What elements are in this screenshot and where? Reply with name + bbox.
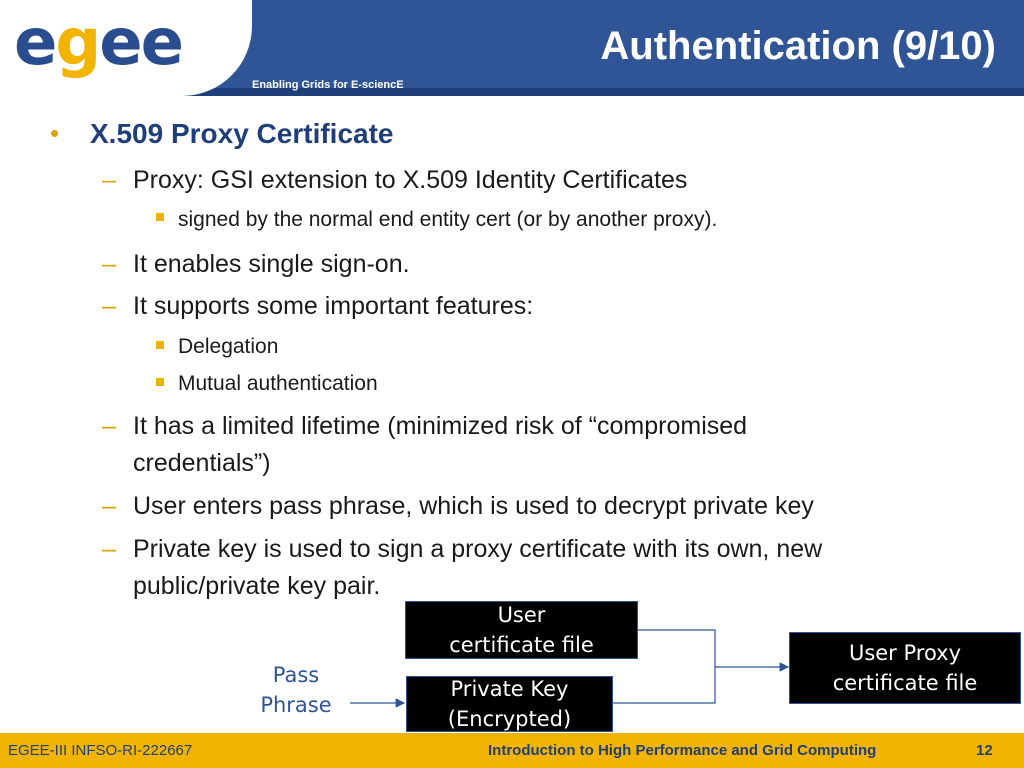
dash-marker: – — [102, 250, 116, 278]
dash-marker: – — [102, 492, 116, 520]
tagline: Enabling Grids for E-sciencE — [252, 79, 404, 91]
bullet-level2-continuation: credentials”) — [133, 449, 271, 477]
bullet-level3: Delegation — [178, 335, 279, 358]
bullet-level2: It enables single sign-on. — [133, 250, 410, 278]
private-key-label-2: (Encrypted) — [447, 707, 572, 731]
bullet-level1: X.509 Proxy Certificate — [90, 118, 394, 149]
bullet-level2: Private key is used to sign a proxy certificate with its own, new — [133, 535, 823, 563]
proxy-label-1: User Proxy — [848, 641, 962, 665]
dash-marker: – — [102, 166, 116, 194]
bullet-level3: Mutual authentication — [178, 372, 378, 395]
bullet-level2: User enters pass phrase, which is used to decrypt private key — [133, 492, 814, 520]
slide-title: Authentication (9/10) — [600, 24, 996, 68]
user-cert-label-2: certificate file — [449, 633, 594, 657]
bullet-level2: It supports some important features: — [133, 292, 534, 320]
bullet-level2-continuation: public/private key pair. — [133, 572, 381, 600]
logo-wordmark: egee — [14, 6, 183, 80]
dash-marker: – — [102, 292, 116, 320]
dash-marker: – — [102, 412, 116, 440]
proxy-label-2: certificate file — [832, 671, 978, 695]
connector-user-cert — [638, 630, 715, 667]
pass-label-1: Pass — [272, 663, 320, 687]
user-proxy-box — [789, 632, 1021, 704]
private-key-label-1: Private Key — [450, 677, 569, 701]
user-cert-label-1: User — [497, 603, 546, 627]
bullet-level2: It has a limited lifetime (minimized risk of “compromised — [133, 412, 748, 440]
pass-label-2: Phrase — [260, 693, 332, 717]
bullet-level2: Proxy: GSI extension to X.509 Identity Certificates — [133, 166, 688, 194]
dash-marker: – — [102, 535, 116, 563]
user-certificate-box — [405, 601, 638, 659]
private-key-box — [406, 676, 613, 732]
bullet-marker: • — [50, 118, 60, 148]
bullet-level3: signed by the normal end entity cert (or by another proxy). — [178, 208, 718, 231]
pass-phrase-label — [244, 660, 348, 720]
footer-project-id: EGEE-III INFSO-RI-222667 — [8, 742, 193, 759]
connector-private-key — [613, 667, 715, 703]
page-number: 12 — [976, 742, 993, 759]
footer-course-title: Introduction to High Performance and Grid Computing — [488, 742, 877, 759]
